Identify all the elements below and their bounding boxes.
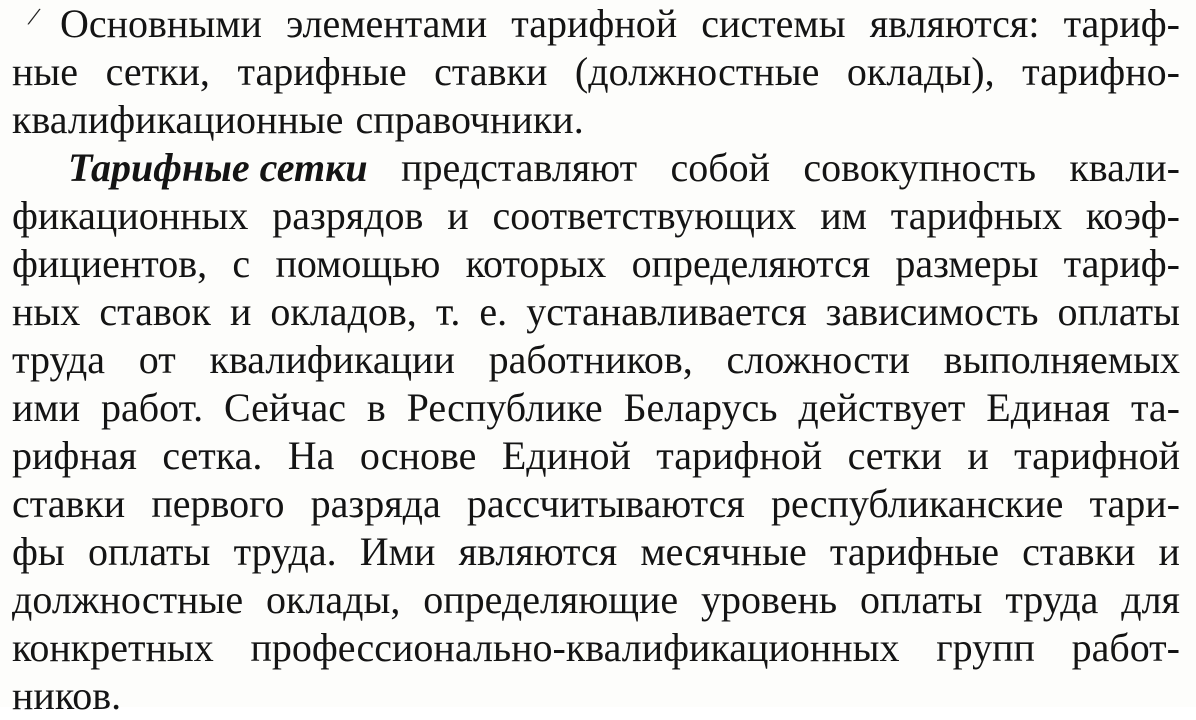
text-line	[12, 432, 1180, 480]
word: ставки	[12, 481, 126, 526]
word: Республике	[406, 385, 603, 430]
word: выполняемых	[943, 337, 1180, 382]
word: основе	[359, 433, 477, 478]
word: оплаты	[859, 577, 983, 622]
text-line	[12, 672, 1180, 720]
word: та-	[1130, 385, 1180, 430]
text-line	[12, 240, 1180, 288]
word: тарифные	[237, 49, 407, 94]
text-line	[12, 624, 1180, 672]
word: размеры	[895, 241, 1039, 286]
word: фы	[12, 529, 65, 574]
word: и	[967, 433, 989, 478]
word: от	[138, 337, 176, 382]
word: ими	[12, 385, 81, 430]
word: оклады,	[265, 577, 401, 622]
word: определяющие	[423, 577, 679, 622]
word: ставки	[434, 49, 548, 94]
word: оплаты	[1057, 289, 1180, 334]
word: и	[1158, 529, 1180, 574]
word: (должностные	[574, 49, 820, 94]
text-line	[12, 480, 1180, 528]
word: работ-	[1071, 625, 1180, 670]
word: соответствующих	[492, 193, 797, 238]
word: ставок	[99, 289, 211, 334]
word: Единой	[501, 433, 631, 478]
word: и	[447, 193, 469, 238]
word: тари-	[1089, 481, 1180, 526]
word: труда	[12, 337, 106, 382]
text-line	[68, 144, 1180, 192]
text-line	[12, 48, 1180, 96]
word: действует	[798, 385, 966, 430]
word: собой	[670, 145, 771, 190]
word: представляют	[401, 145, 638, 190]
word: оплаты	[87, 529, 211, 574]
word: Единая	[986, 385, 1111, 430]
word: определяются	[631, 241, 871, 286]
word: работ.	[101, 385, 204, 430]
word: в	[366, 385, 386, 430]
word: Основными	[60, 1, 262, 46]
word: республиканские	[770, 481, 1064, 526]
text-line	[12, 192, 1180, 240]
word: рифная	[12, 433, 137, 478]
word: ставки	[1022, 529, 1136, 574]
word: справочники.	[355, 97, 584, 142]
word: тарифной	[511, 1, 678, 46]
word: сетки,	[105, 49, 210, 94]
word: элементами	[286, 1, 488, 46]
word: труда.	[233, 529, 337, 574]
word: системы	[701, 1, 846, 46]
word: Беларусь	[623, 385, 778, 430]
word: Сейчас	[224, 385, 346, 430]
word: им	[820, 193, 867, 238]
word: групп	[936, 625, 1035, 670]
margin-mark: /	[27, 1, 40, 32]
word: и	[229, 289, 252, 334]
word: квалификационные	[12, 97, 344, 142]
text-line	[12, 288, 1180, 336]
word: Ими	[359, 529, 436, 574]
word: помощью	[275, 241, 441, 286]
text-line	[60, 0, 1180, 48]
word: тарифно-	[1022, 49, 1180, 94]
text-line	[12, 384, 1180, 432]
word: для	[1121, 577, 1180, 622]
text-line	[12, 336, 1180, 384]
word: уровень	[701, 577, 838, 622]
word: ников.	[12, 673, 122, 718]
text-line	[12, 576, 1180, 624]
text-line	[12, 96, 1180, 144]
word: конкретных	[12, 625, 214, 670]
word: оклады),	[846, 49, 995, 94]
word: разряда	[310, 481, 441, 526]
word: первого	[151, 481, 285, 526]
word: ные	[12, 49, 79, 94]
word: рассчитываются	[466, 481, 745, 526]
word: месячные	[640, 529, 807, 574]
word: коэф-	[1085, 193, 1180, 238]
word: разрядов	[272, 193, 424, 238]
word: сетки	[847, 433, 942, 478]
word: устанавливается	[526, 289, 807, 334]
word: окладов,	[270, 289, 417, 334]
text-line	[12, 528, 1180, 576]
word: фициентов,	[12, 241, 208, 286]
word: сетка.	[162, 433, 263, 478]
word: профессионально-квалификационных	[250, 625, 900, 670]
word: фикационных	[12, 193, 249, 238]
word: работников,	[488, 337, 693, 382]
word: являются:	[869, 1, 1040, 46]
word: тарифные	[829, 529, 999, 574]
word: зависимость	[825, 289, 1039, 334]
word: должностные	[12, 577, 244, 622]
word: являются	[458, 529, 618, 574]
word: тарифной	[656, 433, 823, 478]
word: На	[287, 433, 335, 478]
word: совокупность	[803, 145, 1036, 190]
word: которых	[465, 241, 607, 286]
word: с	[232, 241, 251, 286]
word: е.	[479, 289, 508, 334]
word: тариф-	[1063, 241, 1180, 286]
word: квалификации	[209, 337, 455, 382]
word: тарифных	[890, 193, 1063, 238]
word: труда	[1005, 577, 1099, 622]
word: тариф-	[1063, 1, 1180, 46]
word: т.	[435, 289, 461, 334]
word: сложности	[726, 337, 910, 382]
word: ных	[12, 289, 81, 334]
word: квали-	[1069, 145, 1180, 190]
word: тарифной	[1014, 433, 1180, 478]
term-bold: Тарифные сетки	[68, 145, 368, 190]
